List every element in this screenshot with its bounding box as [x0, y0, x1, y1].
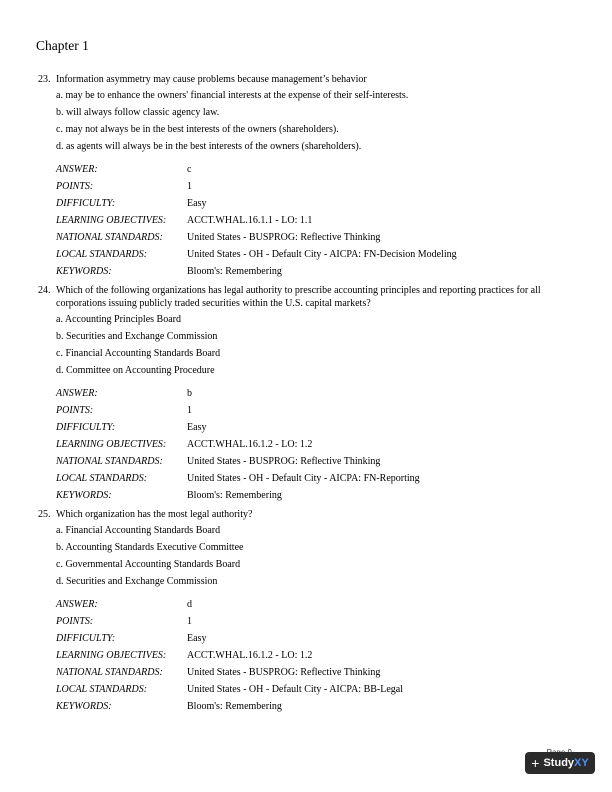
- meta-row-answer: ANSWER: c: [56, 164, 192, 175]
- metadata-table: [56, 163, 457, 282]
- meta-row-local-standards: LOCAL STANDARDS: United States - OH - Default City - AICPA: BB-Legal: [56, 684, 403, 695]
- meta-row-keywords: KEYWORDS: Bloom's: Remembering: [56, 490, 282, 501]
- meta-row-learning-objectives: LEARNING OBJECTIVES: ACCT.WHAL.16.1.2 - LO: 1.2: [56, 439, 313, 450]
- choice-b: b. Securities and Exchange Commission: [56, 331, 218, 342]
- meta-row-difficulty: DIFFICULTY: Easy: [56, 198, 207, 209]
- choice-list: [56, 89, 578, 153]
- meta-row-national-standards: NATIONAL STANDARDS: United States - BUSPROG: Reflective Thinking: [56, 456, 381, 467]
- meta-row-national-standards: NATIONAL STANDARDS: United States - BUSPROG: Reflective Thinking: [56, 232, 381, 243]
- choice-d: d. as agents will always be in the best interests of the owners (shareholders).: [56, 141, 362, 152]
- meta-row-keywords: KEYWORDS: Bloom's: Remembering: [56, 266, 282, 277]
- question-number: 23.: [38, 74, 51, 85]
- metadata-table: [56, 598, 403, 717]
- meta-row-difficulty: DIFFICULTY: Easy: [56, 633, 207, 644]
- choice-a: a. Financial Accounting Standards Board: [56, 525, 221, 536]
- meta-row-learning-objectives: LEARNING OBJECTIVES: ACCT.WHAL.16.1.1 - LO: 1.1: [56, 215, 313, 226]
- meta-row-keywords: KEYWORDS: Bloom's: Remembering: [56, 701, 282, 712]
- plus-icon: +: [531, 755, 540, 771]
- studyxy-badge[interactable]: [525, 752, 595, 774]
- meta-row-answer: ANSWER: d: [56, 599, 192, 610]
- meta-row-answer: ANSWER: b: [56, 388, 192, 399]
- choice-list: [56, 524, 578, 588]
- question-number: 24.: [38, 285, 51, 296]
- choice-b: b. Accounting Standards Executive Committee: [56, 542, 244, 553]
- question-stem: Information asymmetry may cause problems because management’s behavior: [56, 74, 367, 85]
- meta-row-national-standards: NATIONAL STANDARDS: United States - BUSPROG: Reflective Thinking: [56, 667, 381, 678]
- meta-row-points: POINTS: 1: [56, 181, 192, 192]
- choice-c: c. Governmental Accounting Standards Board: [56, 559, 241, 570]
- choice-list: [56, 313, 578, 377]
- meta-row-difficulty: DIFFICULTY: Easy: [56, 422, 207, 433]
- meta-row-points: POINTS: 1: [56, 405, 192, 416]
- choice-c: c. Financial Accounting Standards Board: [56, 348, 221, 359]
- choice-a: a. may be to enhance the owners' financial interests at the expense of their self-interests.: [56, 90, 409, 101]
- question-stem: Which organization has the most legal authority?: [56, 509, 253, 520]
- meta-row-points: POINTS: 1: [56, 616, 192, 627]
- choice-d: d. Securities and Exchange Commission: [56, 576, 218, 587]
- question-23: [38, 73, 578, 282]
- meta-row-local-standards: LOCAL STANDARDS: United States - OH - Default City - AICPA: FN-Reporting: [56, 473, 420, 484]
- question-stem: Which of the following organizations has legal authority to prescribe accounting principles and reporting practices for all corporations issuing publicly traded securities within the U.S. capital markets?: [56, 285, 541, 309]
- badge-label: StudyXY: [543, 757, 589, 769]
- metadata-table: [56, 387, 420, 506]
- choice-a: a. Accounting Principles Board: [56, 314, 181, 325]
- question-25: [38, 508, 578, 717]
- meta-row-local-standards: LOCAL STANDARDS: United States - OH - Default City - AICPA: FN-Decision Modeling: [56, 249, 457, 260]
- question-24: [38, 284, 578, 506]
- meta-row-learning-objectives: LEARNING OBJECTIVES: ACCT.WHAL.16.1.2 - LO: 1.2: [56, 650, 313, 661]
- question-number: 25.: [38, 509, 51, 520]
- choice-c: c. may not always be in the best interests of the owners (shareholders).: [56, 124, 339, 135]
- choice-d: d. Committee on Accounting Procedure: [56, 365, 215, 376]
- choice-b: b. will always follow classic agency law.: [56, 107, 220, 118]
- chapter-title: Chapter 1: [36, 38, 89, 53]
